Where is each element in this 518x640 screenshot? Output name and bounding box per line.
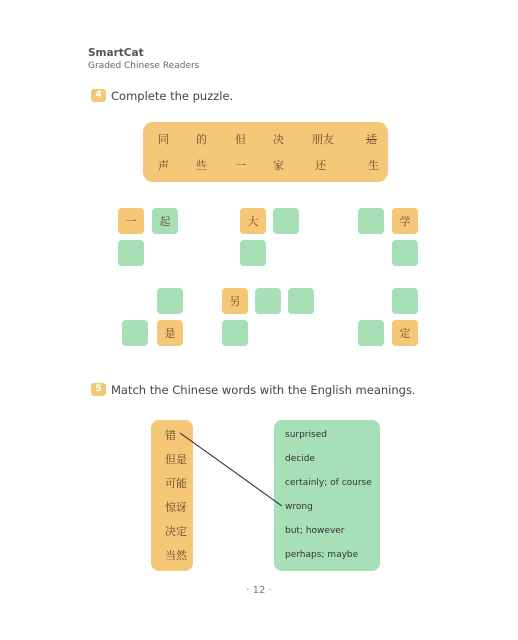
question-5-number: 5 — [91, 383, 106, 396]
chinese-word[interactable]: 当然 — [165, 549, 187, 562]
chinese-word[interactable]: 决定 — [165, 525, 187, 538]
english-meaning[interactable]: certainly; of course — [285, 478, 372, 488]
puzzle-cell: 是 — [157, 320, 183, 346]
chinese-word[interactable]: 可能 — [165, 477, 187, 490]
english-meaning[interactable]: surprised — [285, 430, 327, 440]
english-meaning[interactable]: wrong — [285, 502, 313, 512]
puzzle-cell: 一 — [118, 208, 144, 234]
chinese-word[interactable]: 错 — [165, 429, 176, 442]
puzzle-cell: 另 — [222, 288, 248, 314]
word-bank-word: 一 — [235, 159, 246, 172]
puzzle-cell[interactable]: 起 — [152, 208, 178, 234]
word-bank-word: 家 — [273, 159, 284, 172]
word-bank-word: 些 — [196, 159, 207, 172]
question-5-instruction: Match the Chinese words with the English meanings. — [111, 383, 416, 397]
english-meaning[interactable]: perhaps; maybe — [285, 550, 359, 560]
chinese-word[interactable]: 惊讶 — [165, 501, 187, 514]
brand-title: SmartCat — [88, 47, 144, 59]
word-bank-word: 朋友 — [312, 133, 334, 146]
word-bank-word: 声 — [158, 159, 169, 172]
word-bank-word: 同 — [158, 133, 169, 146]
word-bank-word: 生 — [368, 159, 379, 172]
puzzle-cell: 大 — [240, 208, 266, 234]
page-number: · 12 · — [246, 585, 272, 596]
puzzle-cell: 学 — [392, 208, 418, 234]
puzzle-cell: 定 — [392, 320, 418, 346]
question-4-number: 4 — [91, 89, 106, 102]
english-meaning[interactable]: but; however — [285, 526, 345, 536]
brand-subtitle: Graded Chinese Readers — [88, 61, 200, 71]
word-bank-word: 但 — [235, 133, 246, 146]
question-4-instruction: Complete the puzzle. — [111, 89, 234, 103]
word-bank-word: 决 — [273, 133, 284, 146]
word-bank-word: 的 — [196, 133, 207, 146]
chinese-word[interactable]: 但是 — [165, 453, 187, 466]
english-meaning[interactable]: decide — [285, 454, 315, 464]
word-bank-word-crossed: 适 — [366, 133, 377, 146]
word-bank-word: 还 — [315, 159, 326, 172]
